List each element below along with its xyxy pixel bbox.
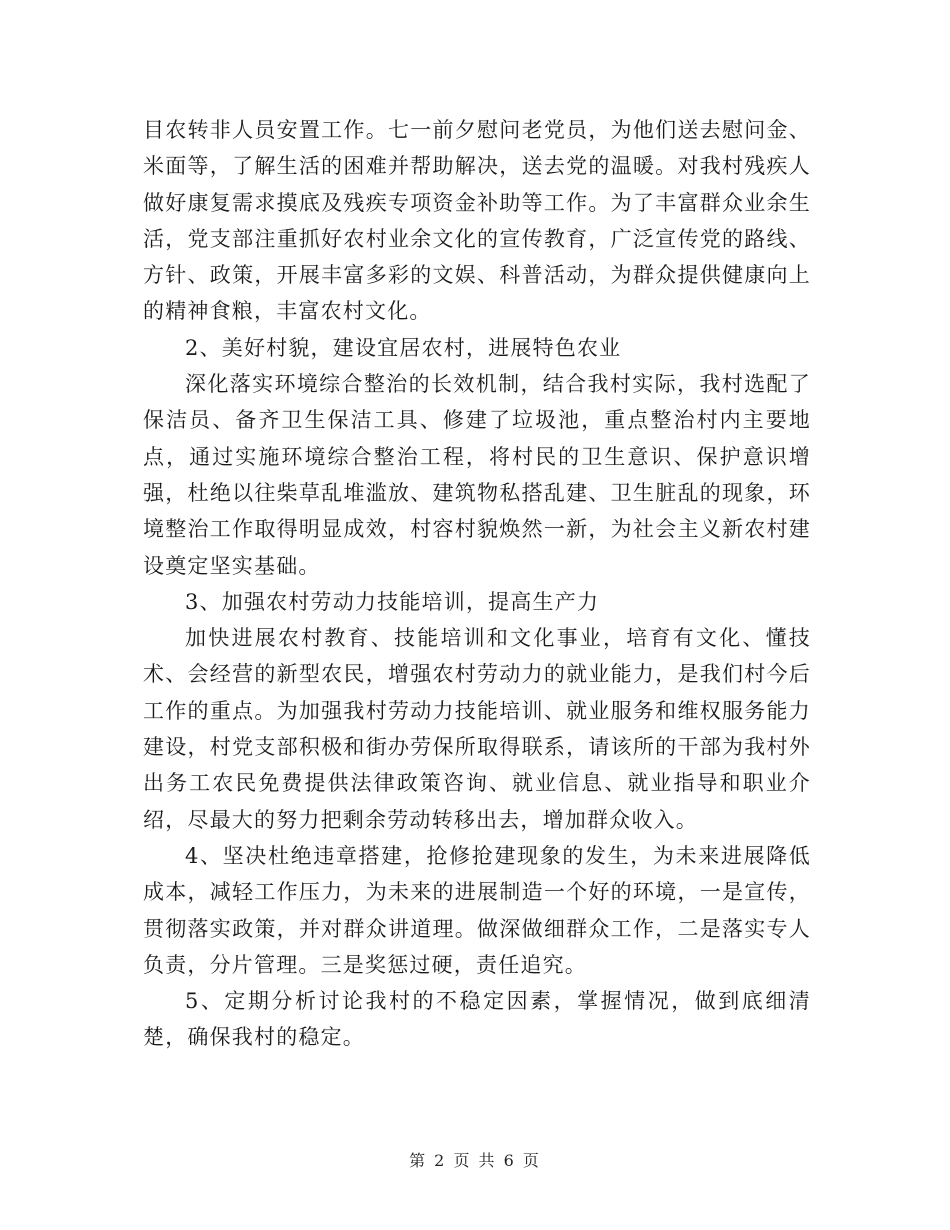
paragraph-1: 目农转非人员安置工作。七一前夕慰问老党员，为他们送去慰问金、米面等，了解生活的困难并帮助解决，送去党的温暖。对我村残疾人做好康复需求摸底及残疾专项资金补助等工作。为了丰富群众业余生活，党支部注重抓好农村业余文化的宣传教育，广泛宣传党的路线、方针、政策，开展丰富多彩的文娱、科普活动，为群众提供健康向上的精神食粮，丰富农村文化。 — [143, 118, 811, 324]
paragraph-5: 加快进展农村教育、技能培训和文化事业，培育有文化、懂技术、会经营的新型农民，增强农村劳动力的就业能力，是我们村今后工作的重点。为加强我村劳动力技能培训、就业服务和维权服务能力建设，村党支部积极和街办劳保所取得联系，请该所的干部为我村外出务工农民免费提供法律政策咨询、就业信息、就业指导和职业介绍，尽最大的努力把剩余劳动转移出去，增加群众收入。 — [143, 626, 811, 832]
paragraph-3: 深化落实环境综合整治的长效机制，结合我村实际，我村选配了保洁员、备齐卫生保洁工具、修建了垃圾池，重点整治村内主要地点，通过实施环境综合整治工程，将村民的卫生意识、保护意识增强，杜绝以往柴草乱堆滥放、建筑物私搭乱建、卫生脏乱的现象，环境整治工作取得明显成效，村容村貌焕然一新，为社会主义新农村建设奠定坚实基础。 — [143, 372, 811, 578]
paragraph-7: 5、定期分析讨论我村的不稳定因素，掌握情况，做到底细清楚，确保我村的稳定。 — [143, 989, 811, 1050]
section-heading-2: 2、美好村貌，建设宜居农村，进展特色农业 — [185, 335, 622, 360]
paragraph-6: 4、坚决杜绝违章搭建，抢修抢建现象的发生，为未来进展降低成本，减轻工作压力，为未来的进展制造一个好的环境，一是宣传，贯彻落实政策，并对群众讲道理。做深做细群众工作，二是落实专人负责，分片管理。三是奖惩过硬，责任追究。 — [143, 843, 811, 977]
document-body — [143, 112, 811, 1056]
section-heading-4: 3、加强农村劳动力技能培训，提高生产力 — [185, 589, 600, 614]
page-footer: 第 2 页 共 6 页 — [409, 1151, 541, 1170]
